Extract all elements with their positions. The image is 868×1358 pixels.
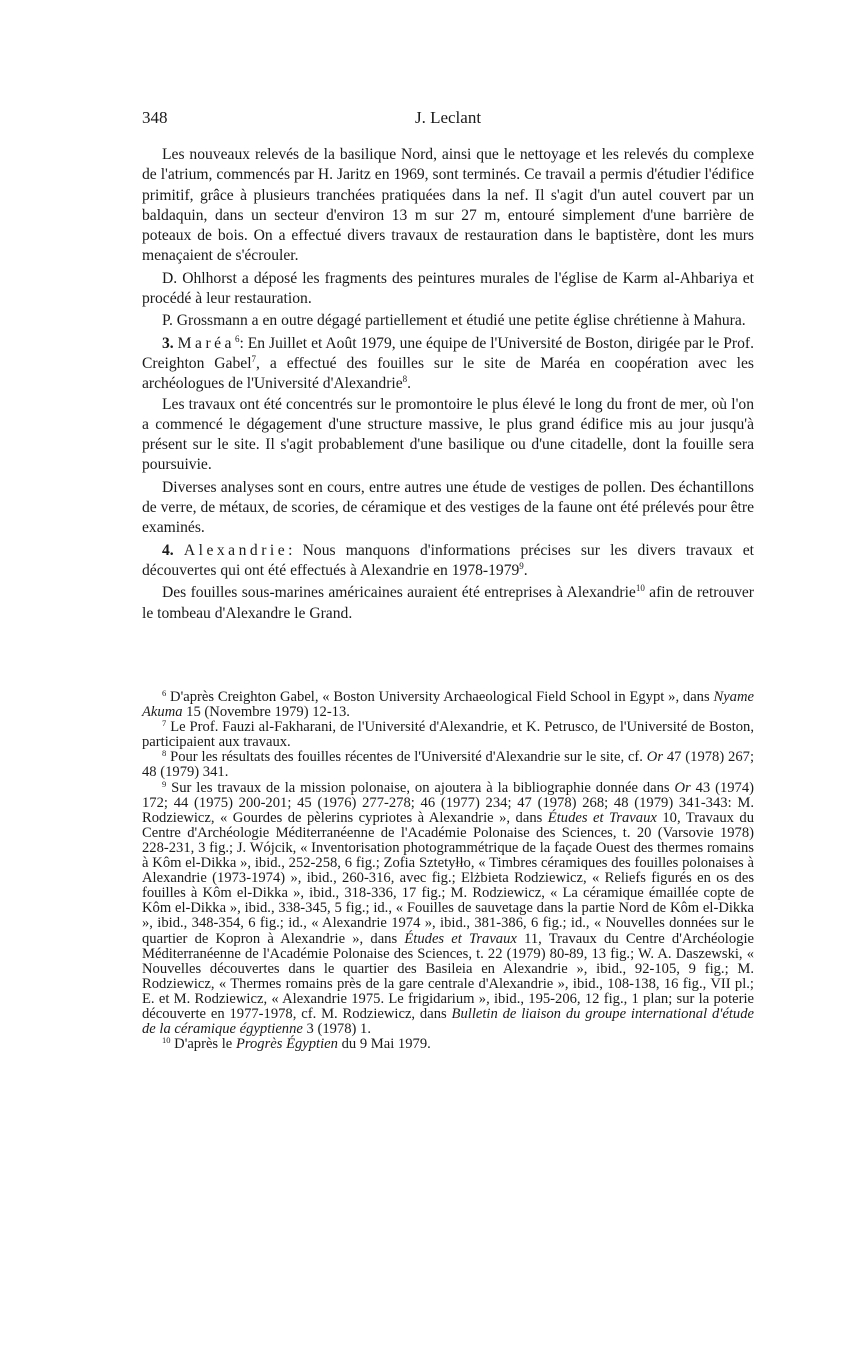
footnote-ref: 8 xyxy=(402,374,408,385)
footnote-text: Le Prof. Fauzi al-Fakharani, de l'Université d'Alexandrie, et K. Petrusco, de l'Université de Boston, participaient aux travaux. xyxy=(142,719,754,751)
footnote-number: 7 xyxy=(162,718,167,729)
section-title: Alexandrie xyxy=(183,541,289,559)
footnote-text: D'après Creighton Gabel, « Boston University Archaeological Field School in Egypt », dans xyxy=(166,689,714,705)
paragraph xyxy=(142,583,754,624)
paragraph-text: Des fouilles sous-marines américaines auraient été entreprises à Alexandrie xyxy=(162,584,636,602)
footnote-9 xyxy=(142,778,755,1038)
footnote-number: 10 xyxy=(162,1035,171,1046)
footnote-number: 9 xyxy=(162,778,167,789)
page-header xyxy=(142,108,754,132)
footnote-10 xyxy=(142,1037,754,1052)
footnote-title: Progrès Égyptien xyxy=(235,1036,338,1053)
footnote-ref: 9 xyxy=(519,560,524,571)
footnote-text: Sur les travaux de la mission polonaise, on ajoutera à la bibliographie donnée dans xyxy=(166,779,675,796)
paragraph-text: . xyxy=(407,375,412,393)
footnote-text: D'après le xyxy=(170,1036,236,1053)
section-number: 4. xyxy=(162,541,174,559)
paragraph-text: : Nous manquons d'informations précises sur les divers travaux et découvertes qui ont été effectués à Alexandrie en 1978-1979 xyxy=(142,541,754,579)
section-title: Maréa xyxy=(177,334,235,352)
paragraph: P. Grossmann a en outre dégagé partiellement et étudié une petite église chrétienne à Mahura. xyxy=(162,312,746,330)
footnote-ref: 6 xyxy=(234,333,240,344)
paragraph: Les travaux ont été concentrés sur le promontoire le plus élevé le long du front de mer, où l'on a commencé le dégagement d'une structure massive, le plus grand édifice mis au jour jusqu'à présent sur le site. Il s'agit probablement d'une basilique ou d'une citadelle, dont la fouille sera poursuivie. xyxy=(142,395,754,474)
paragraph: Diverses analyses sont en cours, entre autres une étude de vestiges de pollen. Des échantillons de verre, de métaux, de scories, de céramique et des vestiges de la faune ont été prélevés pour être examinés. xyxy=(142,478,754,537)
paragraph-text: : En Juillet et Août 1979, une équipe de l'Université de Boston, dirigée par le Prof. Creighton Gabel xyxy=(142,334,754,372)
footnote-text: 47 (1978) 267; 48 (1979) 341. xyxy=(142,749,754,781)
paragraph-text: . xyxy=(523,561,528,579)
footnote-text: Pour les résultats des fouilles récentes de l'Université d'Alexandrie sur le site, cf. xyxy=(166,749,647,766)
footnote-title: Études et Travaux xyxy=(547,809,657,826)
footnote-text: 11, Travaux du Centre d'Archéologie Méditerranéenne de l'Académie Polonaise des Sciences, t. 22 (1979) 80-89, 13 fig.; W. A. Daszewski, « Nouvelles découvertes dans le quartier des Basileia en Alexandrie », ibid., 92-105, 9 fig.; M. Rodziewicz, « Thermes romains près de la gare centrale d'Alexandrie », ibid., 108-138, 16 fig., VII pl.; E. et M. Rodziewicz, « Alexandrie 1975. Le frigidarium », ibid., 195-206, 12 fig., 1 plan; sur la poterie découverte en 1977-1978, cf. M. Rodziewicz, dans xyxy=(142,930,754,1022)
running-head: J. Leclant xyxy=(414,108,482,127)
paragraph-text: afin de retrouver le tombeau d'Alexandre le Grand. xyxy=(142,584,754,622)
footnote-title: Or xyxy=(674,779,691,796)
paragraph: D. Ohlhorst a déposé les fragments des peintures murales de l'église de Karm al-Ahbariya et procédé à leur restauration. xyxy=(142,269,754,308)
footnotes xyxy=(142,690,754,1052)
footnote-text: 43 (1974) 172; 44 (1975) 200-201; 45 (1976) 277-278; 46 (1977) 234; 47 (1978) 268; 48 (1979) 341-343: M. Rodziewicz, « Gourdes de pèlerins cypriotes à Alexandrie », dans xyxy=(142,779,754,826)
section-3-paragraph xyxy=(142,334,754,395)
paragraph-text: , a effectué des fouilles sur le site de Maréa en coopération avec les archéologues de l'Université d'Alexandrie xyxy=(142,354,754,393)
footnote-number: 8 xyxy=(162,748,167,759)
footnote-title: Or xyxy=(646,749,664,766)
section-4-paragraph xyxy=(142,541,754,582)
footnote-7 xyxy=(142,720,754,750)
section-number: 3. xyxy=(162,334,174,352)
body-text xyxy=(142,145,754,624)
footnote-title: Bulletin de liaison du groupe international d'étude de la céramique égyptienne xyxy=(142,1005,755,1038)
footnote-6 xyxy=(142,690,754,720)
footnote-text: 3 (1978) 1. xyxy=(302,1021,371,1038)
footnote-text: du 9 Mai 1979. xyxy=(337,1036,431,1053)
footnote-text: 10, Travaux du Centre d'Archéologie Méditerranéenne de l'Académie Polonaise des Sciences, t. 20 (Varsovie 1978) 228-231, 3 fig.; J. Wójcik, « Inventorisation photogrammétrique de la façade Ouest des thermes romains à Kôm el-Dikka », ibid., 252-258, 6 fig.; Zofia Sztetyłło, « Timbres céramiques des fouilles polonaises à Alexandrie (1973-1974) », ibid., 260-316, avec fig.; Elżbieta Rodziewicz, « Reliefs figurés en os des fouilles à Kôm el-Dikka », ibid., 318-336, 17 fig.; M. Rodziewicz, « La céramique émaillée copte de Kôm el-Dikka », ibid., 338-345, 5 fig.; id., « Fouilles de sauvetage dans la partie Nord de Kôm el-Dikka », ibid., 348-354, 6 fig.; id., « Alexandrie 1974 », ibid., 381-386, 6 fig.; id., « Nouvelles données sur le quartier de Kopron à Alexandrie », dans xyxy=(142,809,754,947)
footnote-number: 6 xyxy=(162,688,167,698)
footnote-ref: 7 xyxy=(251,353,257,364)
footnote-ref: 10 xyxy=(635,583,645,594)
footnote-text: 15 (Novembre 1979) 12-13. xyxy=(182,704,350,721)
paragraph: Les nouveaux relevés de la basilique Nord, ainsi que le nettoyage et les relevés du complexe de l'atrium, commencés par H. Jaritz en 1969, sont terminés. Ce travail a permis d'étudier l'édifice primitif, grâce à plusieurs tranchées pratiquées dans la nef. Il s'agit d'un autel couvert par un baldaquin, dans un secteur d'environ 13 m sur 27 m, entouré simplement d'une barrière de poteaux de bois. On a effectué divers travaux de restauration dans le baptistère, dont les murs menaçaient de s'écrouler. xyxy=(142,146,754,265)
footnote-8 xyxy=(142,750,754,780)
page-number: 348 xyxy=(142,108,168,127)
footnote-title: Études et Travaux xyxy=(404,930,517,947)
footnote-title: Nyame Akuma xyxy=(142,689,754,721)
